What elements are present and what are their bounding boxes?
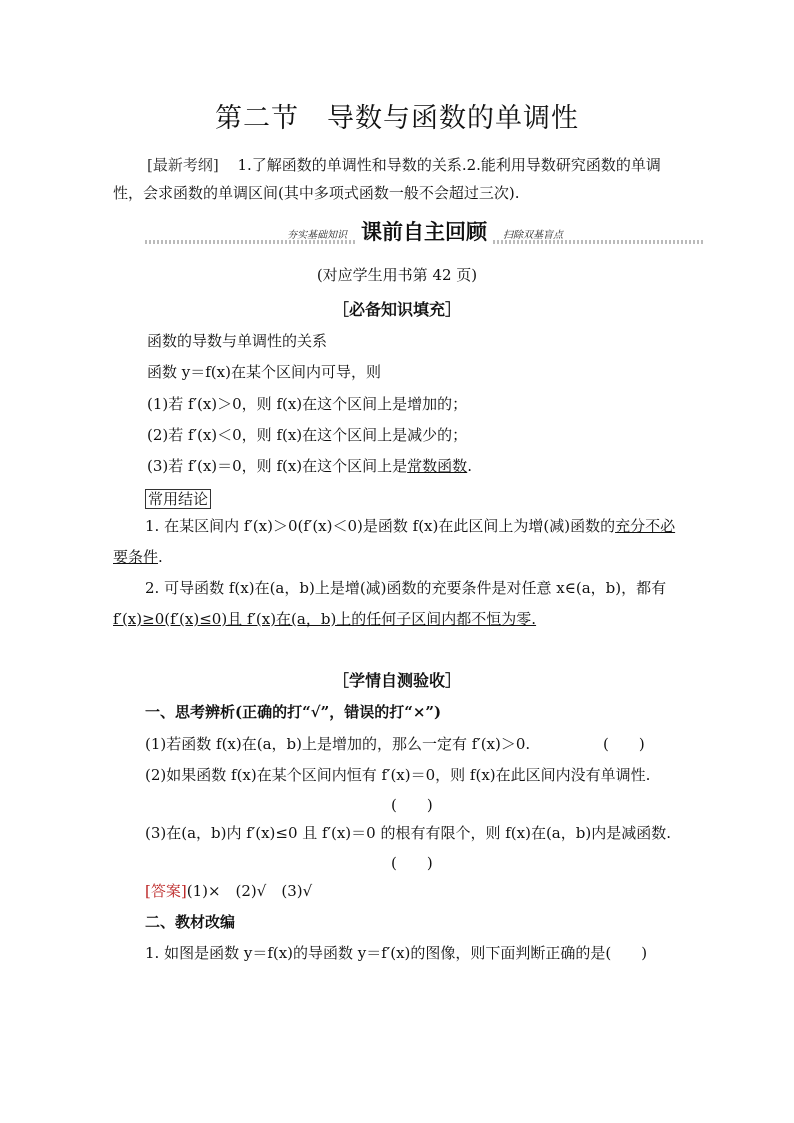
syllabus-tag: [最新考纲] xyxy=(147,156,219,174)
syllabus-line-1 xyxy=(147,154,661,175)
conclusion-1-line-2 xyxy=(113,546,163,567)
answer-line xyxy=(145,880,312,901)
question-3-blank: ( ) xyxy=(391,854,433,872)
item3-pre: (3)若 f′(x)＝0，则 f(x)在这个区间上是 xyxy=(147,457,408,475)
question-1: (1)若函数 f(x)在(a，b)上是增加的，那么一定有 f′(x)＞0. xyxy=(145,735,531,753)
conclusion-2-line-2: f′(x)≥0(f′(x)≤0)且 f′(x)在(a，b)上的任何子区间内都不恒为零. xyxy=(113,610,537,628)
syllabus-text-1: 1.了解函数的单调性和导数的关系.2.能利用导数研究函数的单调 xyxy=(237,156,661,174)
page-reference: (对应学生用书第 42 页) xyxy=(316,266,478,284)
knowledge-item-1: (1)若 f′(x)＞0，则 f(x)在这个区间上是增加的； xyxy=(147,395,468,413)
problem-1: 1. 如图是函数 y＝f(x)的导函数 y＝f′(x)的图像，则下面判断正确的是( ) xyxy=(145,944,648,962)
question-2: (2)如果函数 f(x)在某个区间内恒有 f′(x)＝0，则 f(x)在此区间内没有单调性. xyxy=(145,766,651,784)
answer-text: (1)× (2)√ (3)√ xyxy=(186,882,313,900)
section-banner xyxy=(145,216,703,250)
knowledge-item-2: (2)若 f′(x)＜0，则 f(x)在这个区间上是减少的； xyxy=(147,426,468,444)
c1-answer-cont: 要条件 xyxy=(113,548,159,566)
selftest-part-2: 二、教材改编 xyxy=(145,913,236,931)
conclusion-1-line-1 xyxy=(145,515,675,536)
banner-left-label: 夯实基础知识 xyxy=(287,230,347,241)
section-heading-knowledge: ［必备知识填充］ xyxy=(332,300,461,319)
common-tag-box: 常用结论 xyxy=(145,489,211,509)
selftest-part-1: 一、思考辨析(正确的打“√”，错误的打“×”) xyxy=(145,703,442,721)
common-conclusion-tag xyxy=(145,488,211,509)
section-heading-selftest: ［学情自测验收］ xyxy=(332,671,461,690)
banner-title: 课前自主回顾 xyxy=(357,216,491,246)
conclusion-2-line-1: 2. 可导函数 f(x)在(a，b)上是增(减)函数的充要条件是对任意 x∈(a，b)，都有 xyxy=(145,579,667,597)
question-3: (3)在(a，b)内 f′(x)≤0 且 f′(x)＝0 的根有有限个，则 f(x)在(a，b)内是减函数. xyxy=(145,824,671,842)
c1-answer: 充分不必 xyxy=(615,517,676,535)
syllabus-text-2: 性，会求函数的单调区间(其中多项式函数一般不会超过三次). xyxy=(113,184,520,202)
knowledge-item-3 xyxy=(147,455,472,476)
c1-end: . xyxy=(158,548,163,566)
question-2-blank: ( ) xyxy=(391,796,433,814)
item3-post: . xyxy=(467,457,472,475)
answer-tag: [答案] xyxy=(145,882,187,900)
banner-right-label: 扫除双基盲点 xyxy=(503,230,563,241)
knowledge-intro: 函数 y＝f(x)在某个区间内可导，则 xyxy=(147,363,381,381)
knowledge-subtitle: 函数的导数与单调性的关系 xyxy=(147,332,328,350)
question-1-blank: ( ) xyxy=(603,735,645,753)
c1-text: 1. 在某区间内 f′(x)＞0(f′(x)＜0)是函数 f(x)在此区间上为增(减)函数的 xyxy=(145,517,616,535)
page-title: 第二节 导数与函数的单调性 xyxy=(215,103,579,134)
item3-answer: 常数函数 xyxy=(407,457,468,475)
